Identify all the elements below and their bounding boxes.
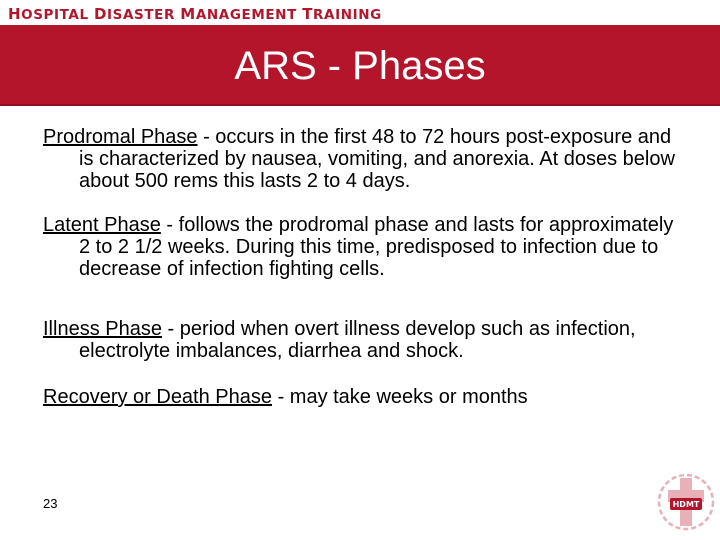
hdmt-logo-icon: [656, 472, 716, 532]
slide-title: ARS - Phases: [234, 44, 486, 88]
phase-paragraph: [43, 126, 683, 192]
phase-term: Illness Phase: [43, 318, 162, 340]
slide-body: [43, 126, 683, 432]
logo-text: HDMT: [672, 500, 700, 509]
phase-description: - follows the prodromal phase and lasts for approximately 2 to 2 1/2 weeks. During this time, predisposed to infection due to decrease of infection fighting cells.: [79, 214, 674, 280]
header-org-label: [8, 5, 382, 23]
phase-paragraph: [43, 318, 683, 362]
phase-term: Recovery or Death Phase: [43, 386, 273, 408]
header-word-cap: D: [93, 5, 108, 23]
header-word-cap: M: [180, 5, 196, 23]
header-word-rest: ISASTER: [107, 7, 181, 23]
phase-description: - may take weeks or months: [272, 386, 528, 408]
phase-term: Prodromal Phase: [43, 126, 198, 148]
phase-paragraph: [43, 386, 683, 408]
phase-term: Latent Phase: [43, 214, 161, 236]
header-word-cap: T: [302, 5, 314, 23]
header-word-rest: ANAGEMENT: [195, 7, 303, 23]
page-number: 23: [43, 496, 58, 511]
title-bar: [0, 25, 720, 106]
header-word-cap: H: [8, 5, 22, 23]
header-word-rest: OSPITAL: [21, 7, 94, 23]
phase-description: - occurs in the first 48 to 72 hours post-exposure and is characterized by nausea, vomiting, and anorexia. At doses below about 500 rems this lasts 2 to 4 days.: [79, 126, 675, 192]
header-word-rest: RAINING: [313, 7, 382, 23]
phase-description: - period when overt illness develop such as infection, electrolyte imbalances, diarrhea and shock.: [79, 318, 636, 362]
phase-paragraph: [43, 214, 683, 280]
